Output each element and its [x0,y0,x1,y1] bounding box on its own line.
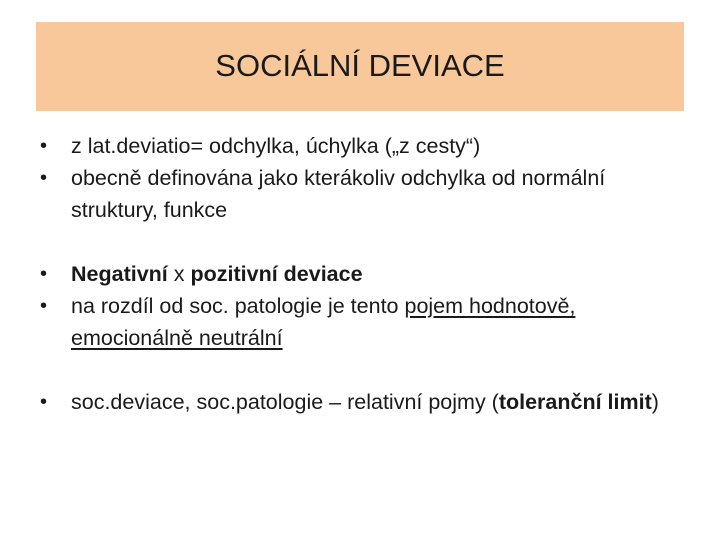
bullet-text: obecně definována jako kterákoliv odchylka od normální struktury, funkce [71,166,606,222]
bold-term-negative: Negativní [71,262,168,286]
bullet-text: soc.deviace, soc.patologie – relativní pojmy ( [71,390,499,414]
bullet-icon: • [40,391,48,413]
bullet-item-neutral-concept [40,290,690,354]
bullet-icon: • [40,263,48,285]
bullet-item-relative-terms [40,386,690,418]
bullet-text: na rozdíl od soc. patologie je tento [71,294,405,318]
bullet-icon: • [40,295,48,317]
underlined-phrase: pojem hodnotově, emocionálně neutrální [71,294,576,350]
title-banner [36,22,684,111]
bullet-item-negative-positive [40,258,690,290]
bold-term-tolerance-limit: toleranční limit [498,390,652,414]
bullet-text: x [167,262,191,286]
bullet-item-etymology [40,130,690,162]
bullet-text-close: ) [651,390,659,414]
bullet-item-definition [40,162,690,226]
bullet-text: z lat.deviatio= odchylka, úchylka („z cesty“) [71,134,481,158]
bullet-icon: • [40,167,48,189]
bullet-icon: • [40,135,48,157]
slide-title: SOCIÁLNÍ DEVIACE [215,47,505,83]
bold-term-positive-deviation: pozitivní deviace [190,262,363,286]
bullet-list [40,130,690,418]
